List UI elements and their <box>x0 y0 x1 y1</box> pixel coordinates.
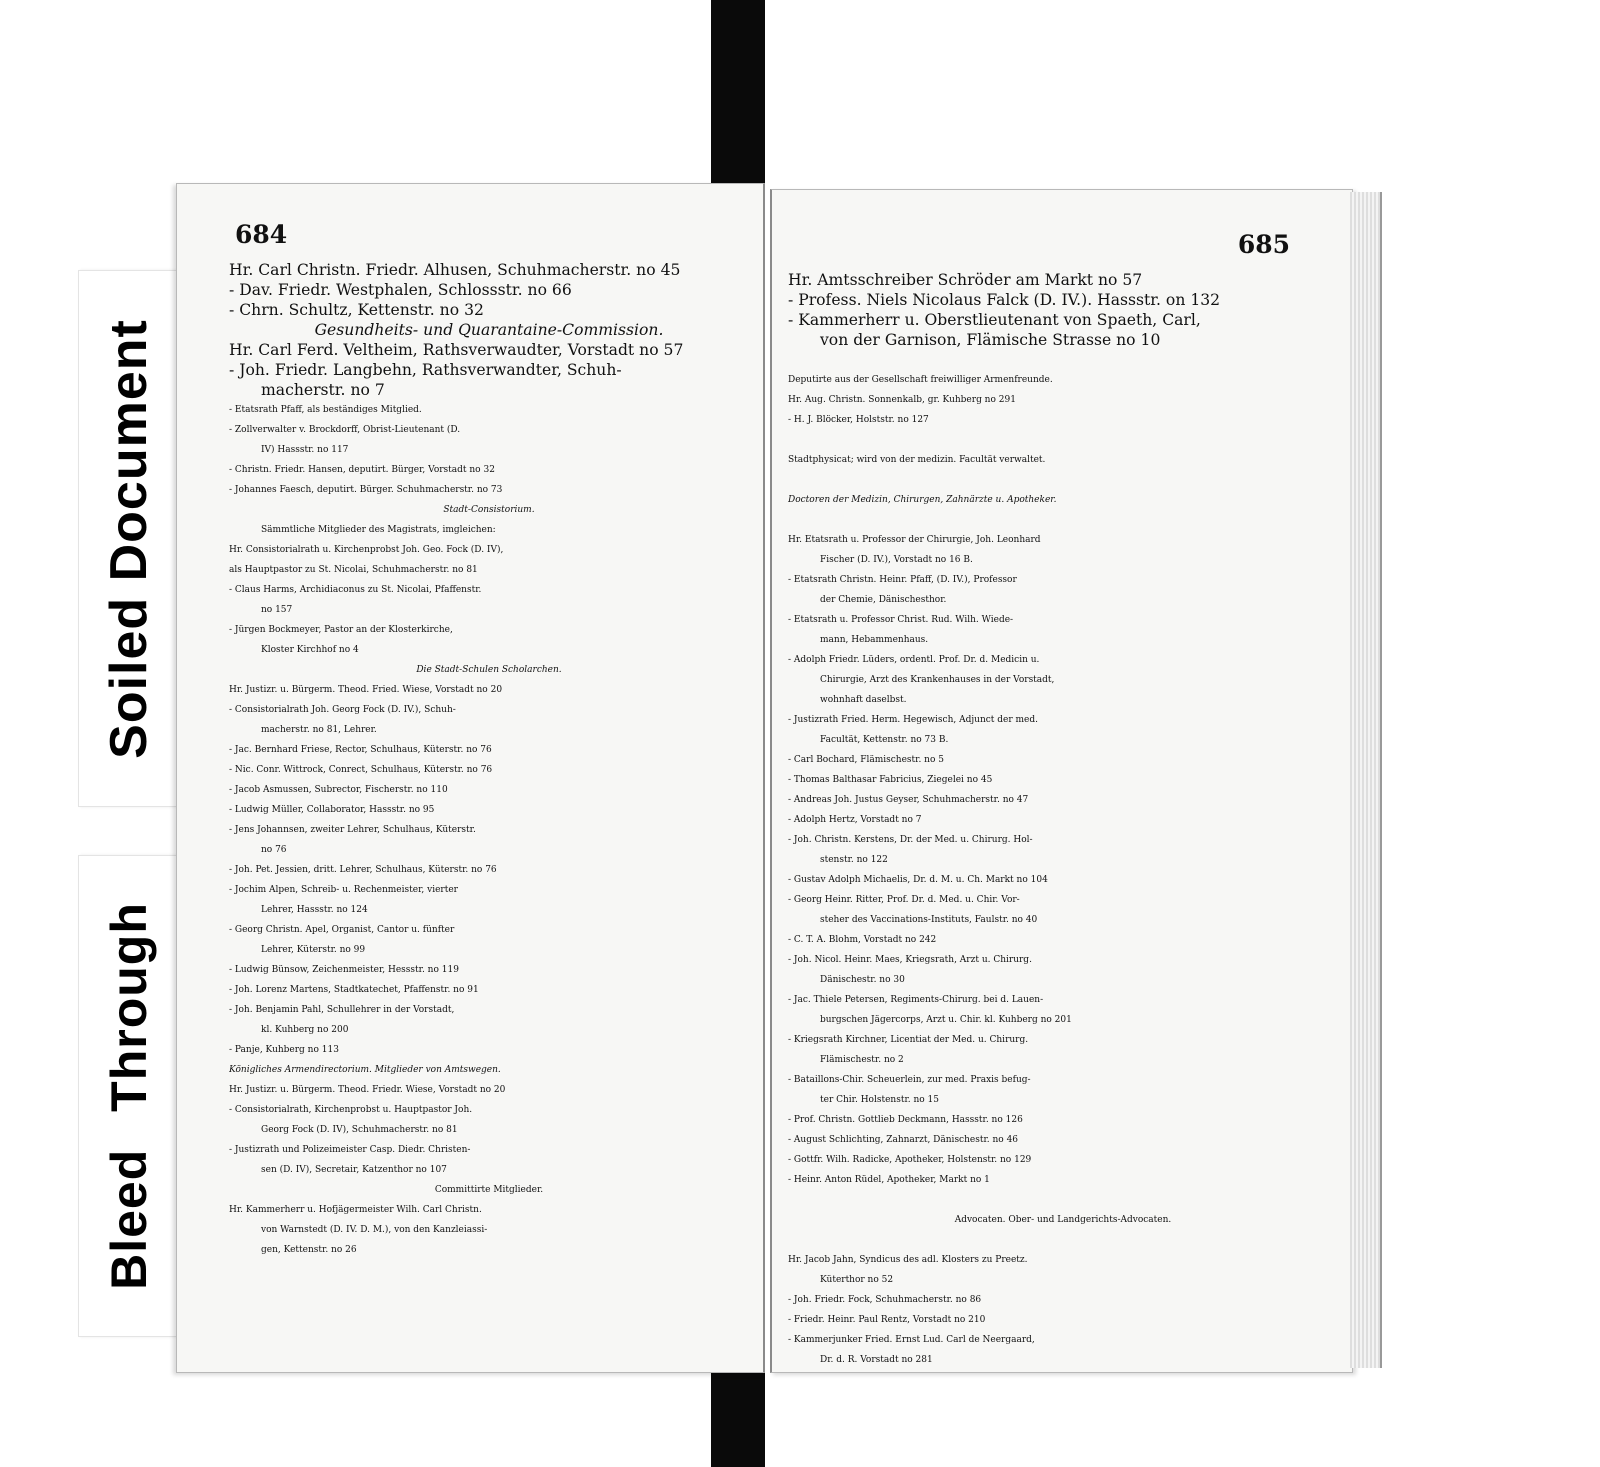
soiled-document-label <box>78 270 180 807</box>
text-line: von der Garnison, Flämische Strasse no 10 <box>820 331 1161 349</box>
text-line: - Justizrath Fried. Herm. Hegewisch, Adjunct der med. <box>788 715 1038 725</box>
text-line: - Joh. Lorenz Martens, Stadtkatechet, Pfaffenstr. no 91 <box>229 985 479 995</box>
text-line: Hr. Amtsschreiber Schröder am Markt no 57 <box>788 271 1143 289</box>
text-line: - Justizrath und Polizeimeister Casp. Diedr. Christen- <box>229 1145 471 1155</box>
text-line: - Bataillons-Chir. Scheuerlein, zur med. Praxis befug- <box>788 1075 1031 1085</box>
text-line: als Hauptpastor zu St. Nicolai, Schuhmacherstr. no 81 <box>229 565 478 575</box>
text-line: - Etatsrath u. Professor Christ. Rud. Wilh. Wiede- <box>788 615 1014 625</box>
text-line: Sämmtliche Mitglieder des Magistrats, imgleichen: <box>261 525 496 535</box>
text-line: Hr. Aug. Christn. Sonnenkalb, gr. Kuhberg no 291 <box>788 395 1016 405</box>
text-line: - Jac. Thiele Petersen, Regiments-Chirurg. bei d. Lauen- <box>788 995 1044 1005</box>
text-line: - Kriegsrath Kirchner, Licentiat der Med. u. Chirurg. <box>788 1035 1029 1045</box>
text-line: Hr. Jacob Jahn, Syndicus des adl. Klosters zu Preetz. <box>788 1255 1028 1265</box>
text-line: - Chrn. Schultz, Kettenstr. no 32 <box>229 301 484 319</box>
text-line: - Kammerherr u. Oberstlieutenant von Spaeth, Carl, <box>788 311 1201 329</box>
text-line: Advocaten. Ober- und Landgerichts-Advocaten. <box>954 1215 1172 1225</box>
text-line: ter Chir. Holstenstr. no 15 <box>820 1095 940 1105</box>
text-line: - Joh. Benjamin Pahl, Schullehrer in der Vorstadt, <box>229 1005 455 1015</box>
text-line: - Joh. Nicol. Heinr. Maes, Kriegsrath, Arzt u. Chirurg. <box>788 955 1032 965</box>
text-line: - Johannes Faesch, deputirt. Bürger. Schuhmacherstr. no 73 <box>229 485 503 495</box>
binding-strip-top <box>711 0 765 198</box>
text-line: macherstr. no 81, Lehrer. <box>261 725 377 735</box>
text-line: sen (D. IV), Secretair, Katzenthor no 107 <box>261 1165 447 1175</box>
left-page-text <box>229 260 765 1260</box>
text-line: stenstr. no 122 <box>820 855 888 865</box>
text-line: - Adolph Hertz, Vorstadt no 7 <box>788 815 922 825</box>
text-line <box>788 350 1338 370</box>
text-line: - Joh. Friedr. Fock, Schuhmacherstr. no 86 <box>788 1295 982 1305</box>
text-line: Stadtphysicat; wird von der medizin. Facultät verwaltet. <box>788 455 1046 465</box>
text-line: Chirurgie, Arzt des Krankenhauses in der Vorstadt, <box>820 675 1055 685</box>
text-line: - Ludwig Bünsow, Zeichenmeister, Hessstr. no 119 <box>229 965 459 975</box>
text-line: - Zollverwalter v. Brockdorff, Obrist-Lieutenant (D. <box>229 425 461 435</box>
page-number: 685 <box>1237 230 1290 259</box>
text-line <box>788 1230 1338 1250</box>
text-line: Flämischestr. no 2 <box>820 1055 904 1065</box>
text-line: no 76 <box>261 845 287 855</box>
text-line: - Joh. Christn. Kerstens, Dr. der Med. u. Chirurg. Hol- <box>788 835 1033 845</box>
text-line: - Andreas Joh. Justus Geyser, Schuhmacherstr. no 47 <box>788 795 1029 805</box>
text-line: Gesundheits- und Quarantaine-Commission. <box>314 321 664 339</box>
text-line: - Gottfr. Wilh. Radicke, Apotheker, Holstenstr. no 129 <box>788 1155 1032 1165</box>
text-line: - Consistorialrath, Kirchenprobst u. Hauptpastor Joh. <box>229 1105 473 1115</box>
text-line: steher des Vaccinations-Instituts, Faulstr. no 40 <box>820 915 1038 925</box>
text-line: - Heinr. Anton Rüdel, Apotheker, Markt no 1 <box>788 1175 990 1185</box>
right-page-text <box>788 270 1353 1370</box>
text-line: - August Schlichting, Zahnarzt, Dänischestr. no 46 <box>788 1135 1019 1145</box>
text-line: no 157 <box>261 605 293 615</box>
text-line: - Christn. Friedr. Hansen, deputirt. Bürger, Vorstadt no 32 <box>229 465 495 475</box>
text-line: - Profess. Niels Nicolaus Falck (D. IV.). Hassstr. on 132 <box>788 291 1221 309</box>
text-line: mann, Hebammenhaus. <box>820 635 929 645</box>
text-line: - H. J. Blöcker, Holststr. no 127 <box>788 415 929 425</box>
text-line: - Joh. Pet. Jessien, dritt. Lehrer, Schulhaus, Küterstr. no 76 <box>229 865 497 875</box>
text-line: - Jacob Asmussen, Subrector, Fischerstr. no 110 <box>229 785 448 795</box>
text-line <box>788 510 1338 530</box>
text-line: - C. T. A. Blohm, Vorstadt no 242 <box>788 935 937 945</box>
text-line: burgschen Jägercorps, Arzt u. Chir. kl. Kuhberg no 201 <box>820 1015 1072 1025</box>
left-page <box>176 183 765 1373</box>
text-line: - Friedr. Heinr. Paul Rentz, Vorstadt no 210 <box>788 1315 986 1325</box>
text-line: Küterthor no 52 <box>820 1275 894 1285</box>
text-line: Königliches Armendirectorium. Mitglieder von Amtswegen. <box>229 1065 501 1075</box>
text-line: Doctoren der Medizin, Chirurgen, Zahnärzte u. Apotheker. <box>788 495 1057 505</box>
text-line: Hr. Consistorialrath u. Kirchenprobst Joh. Geo. Fock (D. IV), <box>229 545 504 555</box>
text-line: - Nic. Conr. Wittrock, Conrect, Schulhaus, Küterstr. no 76 <box>229 765 493 775</box>
text-line: Lehrer, Küterstr. no 99 <box>261 945 366 955</box>
text-line: - Carl Bochard, Flämischestr. no 5 <box>788 755 944 765</box>
bleed-through-label <box>78 855 180 1337</box>
text-line: - Etatsrath Pfaff, als beständiges Mitglied. <box>229 405 422 415</box>
text-line: Die Stadt-Schulen Scholarchen. <box>416 665 562 675</box>
text-line: wohnhaft daselbst. <box>820 695 907 705</box>
text-line: - Jürgen Bockmeyer, Pastor an der Klosterkirche, <box>229 625 453 635</box>
text-line: gen, Kettenstr. no 26 <box>261 1245 357 1255</box>
text-line: - Joh. Friedr. Langbehn, Rathsverwandter, Schuh- <box>229 361 622 379</box>
text-line <box>788 470 1338 490</box>
page-number: 684 <box>235 220 288 249</box>
text-line: macherstr. no 7 <box>261 381 385 399</box>
text-line: - Georg Heinr. Ritter, Prof. Dr. d. Med. u. Chir. Vor- <box>788 895 1020 905</box>
text-line: Dänischestr. no 30 <box>820 975 905 985</box>
text-line: - Dav. Friedr. Westphalen, Schlossstr. no 66 <box>229 281 572 299</box>
bleed-through-text: Bleed Through <box>101 902 157 1290</box>
text-line <box>788 1190 1338 1210</box>
text-line: Hr. Justizr. u. Bürgerm. Theod. Friedr. Wiese, Vorstadt no 20 <box>229 1085 506 1095</box>
text-line: Fischer (D. IV.), Vorstadt no 16 B. <box>820 555 973 565</box>
text-line: Georg Fock (D. IV), Schuhmacherstr. no 81 <box>261 1125 458 1135</box>
text-line: - Etatsrath Christn. Heinr. Pfaff, (D. IV.), Professor <box>788 575 1017 585</box>
text-line: - Jens Johannsen, zweiter Lehrer, Schulhaus, Küterstr. <box>229 825 476 835</box>
binding-strip-bottom <box>711 1370 765 1467</box>
text-line: - Prof. Christn. Gottlieb Deckmann, Hassstr. no 126 <box>788 1115 1023 1125</box>
text-line: Dr. d. R. Vorstadt no 281 <box>820 1355 933 1365</box>
text-line: - Thomas Balthasar Fabricius, Ziegelei no 45 <box>788 775 993 785</box>
page-edges <box>1350 192 1382 1368</box>
text-line: der Chemie, Dänischesthor. <box>820 595 947 605</box>
text-line: - Gustav Adolph Michaelis, Dr. d. M. u. Ch. Markt no 104 <box>788 875 1048 885</box>
text-line: - Claus Harms, Archidiaconus zu St. Nicolai, Pfaffenstr. <box>229 585 482 595</box>
text-line: IV) Hassstr. no 117 <box>261 445 349 455</box>
right-page <box>770 189 1353 1373</box>
text-line: von Warnstedt (D. IV. D. M.), von den Kanzleiassi- <box>261 1225 488 1235</box>
soiled-document-text: Soiled Document <box>100 318 158 759</box>
text-line: Committirte Mitglieder. <box>434 1185 544 1195</box>
text-line: Hr. Justizr. u. Bürgerm. Theod. Fried. Wiese, Vorstadt no 20 <box>229 685 503 695</box>
text-line: - Adolph Friedr. Lüders, ordentl. Prof. Dr. d. Medicin u. <box>788 655 1040 665</box>
text-line <box>788 430 1338 450</box>
text-line: - Consistorialrath Joh. Georg Fock (D. IV.), Schuh- <box>229 705 456 715</box>
text-line: Stadt-Consistorium. <box>443 505 535 515</box>
text-line: Hr. Kammerherr u. Hofjägermeister Wilh. Carl Christn. <box>229 1205 482 1215</box>
text-line: Kloster Kirchhof no 4 <box>261 645 359 655</box>
text-line: Deputirte aus der Gesellschaft freiwilliger Armenfreunde. <box>788 375 1053 385</box>
text-line: - Kammerjunker Fried. Ernst Lud. Carl de Neergaard, <box>788 1335 1035 1345</box>
text-line: - Jac. Bernhard Friese, Rector, Schulhaus, Küterstr. no 76 <box>229 745 492 755</box>
text-line: Lehrer, Hassstr. no 124 <box>261 905 368 915</box>
text-line: - Ludwig Müller, Collaborator, Hassstr. no 95 <box>229 805 435 815</box>
text-line: kl. Kuhberg no 200 <box>261 1025 349 1035</box>
text-line: Hr. Carl Ferd. Veltheim, Rathsverwaudter, Vorstadt no 57 <box>229 341 684 359</box>
text-line: Facultät, Kettenstr. no 73 B. <box>820 735 949 745</box>
text-line: Hr. Etatsrath u. Professor der Chirurgie, Joh. Leonhard <box>788 535 1041 545</box>
text-line: - Panje, Kuhberg no 113 <box>229 1045 339 1055</box>
text-line: Hr. Carl Christn. Friedr. Alhusen, Schuhmacherstr. no 45 <box>229 261 681 279</box>
text-line: - Jochim Alpen, Schreib- u. Rechenmeister, vierter <box>229 885 458 895</box>
text-line: - Georg Christn. Apel, Organist, Cantor u. fünfter <box>229 925 455 935</box>
